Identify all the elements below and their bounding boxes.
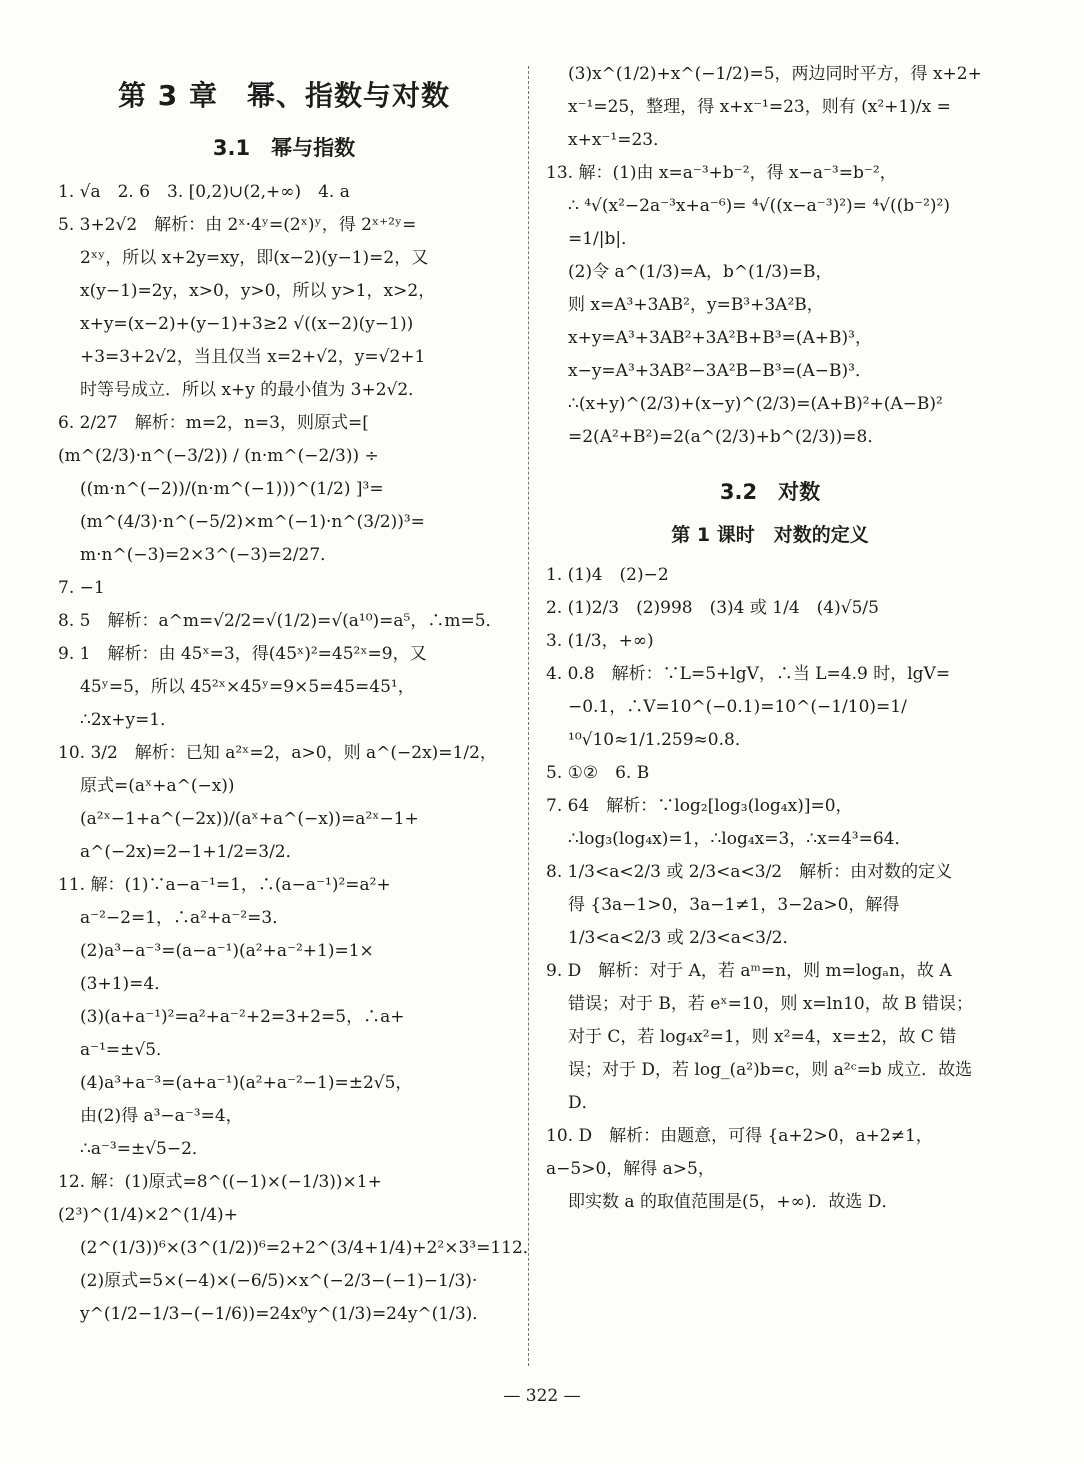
left-answer-lines — [58, 176, 540, 1331]
answer-line: 2. (1)2/3 (2)998 (3)4 或 1/4 (4)√5/5 — [546, 598, 879, 618]
left-column — [58, 58, 540, 1331]
answer-line: ∴(x+y)^(2/3)+(x−y)^(2/3)=(A+B)²+(A−B)² — [568, 394, 943, 414]
answer-line: a⁻¹=±√5． — [80, 1040, 174, 1060]
answer-line: 时等号成立．所以 x+y 的最小值为 3+2√2． — [80, 380, 426, 400]
answer-line: m·n^(−3)=2×3^(−3)=2/27． — [80, 545, 338, 565]
answer-line: 3. (1/3，+∞) — [546, 631, 654, 651]
answer-line: 得 {3a−1>0，3a−1≠1，3−2a>0，解得 1/3<a<2/3 或 2/3<a<3/2． — [568, 895, 900, 948]
answer-line: 45ʸ=5，所以 45²ˣ×45ʸ=9×5=45=45¹， — [80, 677, 415, 697]
answer-line: ∴2x+y=1． — [80, 710, 178, 730]
answer-line: 5. ①② 6. B — [546, 763, 650, 783]
answer-line: 1. √a 2. 6 3. [0,2)∪(2,+∞) 4. a — [58, 182, 350, 202]
answer-line: (3)(a+a⁻¹)²=a²+a⁻²+2=3+2=5，∴a+ — [80, 1007, 405, 1027]
answer-line: 10. D 解析：由题意，可得 {a+2>0，a+2≠1，a−5>0，解得 a>5， — [546, 1126, 933, 1179]
answer-line: ((m·n^(−2))/(n·m^(−1)))^(1/2) ]³=(m^(4/3)·n^(−5/2)×m^(−1)·n^(3/2))³= — [80, 479, 425, 532]
answer-line: x+x⁻¹=23． — [568, 130, 671, 150]
answer-line: 误；对于 D，若 log_(a²)b=c，则 a²ᶜ=b 成立．故选 D． — [568, 1060, 973, 1113]
answer-line: 9. 1 解析：由 45ˣ=3，得(45ˣ)²=45²ˣ=9，又 — [58, 644, 427, 664]
answer-line: (2)令 a^(1/3)=A，b^(1/3)=B， — [568, 262, 833, 282]
answer-line: ∴log₃(log₄x)=1，∴log₄x=3，∴x=4³=64． — [568, 829, 912, 849]
answer-line: y^(1/2−1/3−(−1/6))=24x⁰y^(1/3)=24y^(1/3)． — [80, 1304, 490, 1324]
answer-line: (3)x^(1/2)+x^(−1/2)=5，两边同时平方，得 x+2+ — [568, 64, 982, 84]
lesson-title: 第 1 课时 对数的定义 — [671, 524, 869, 546]
answer-line: =1/|b|． — [568, 229, 639, 249]
answer-line: 5. 3+2√2 解析：由 2ˣ·4ʸ=(2ˣ)ʸ，得 2ˣ⁺²ʸ= — [58, 215, 417, 235]
answer-line: 由(2)得 a³−a⁻³=4， — [80, 1106, 243, 1126]
answer-line: x−y=A³+3AB²−3A²B−B³=(A−B)³． — [568, 361, 872, 381]
answer-line: 对于 C，若 log₄x²=1，则 x²=4，x=±2，故 C 错 — [568, 1027, 957, 1047]
answer-line: 1. (1)4 (2)−2 — [546, 565, 669, 585]
answer-line: x+y=(x−2)+(y−1)+3≥2 √((x−2)(y−1)) — [80, 314, 414, 334]
answer-line: 7. 64 解析：∵log₂[log₃(log₄x)]=0， — [546, 796, 853, 816]
chapter-title: 第 3 章 幂、指数与对数 — [118, 79, 450, 112]
answer-line: a^(−2x)=2−1+1/2=3/2． — [80, 842, 303, 862]
answer-line: a⁻²−2=1，∴a²+a⁻²=3． — [80, 908, 290, 928]
answer-line: (3+1)=4． — [80, 974, 172, 994]
answer-line: 12. 解：(1)原式=8^((−1)×(−1/3))×1+(2³)^(1/4)×2^(1/4)+ — [58, 1172, 382, 1225]
answer-line: 原式=(aˣ+a^(−x))(a²ˣ−1+a^(−2x))/(aˣ+a^(−x))=a²ˣ−1+ — [80, 776, 419, 829]
section-title-3-2: 3.2 对数 — [719, 480, 821, 504]
answer-line: 8. 1/3<a<2/3 或 2/3<a<3/2 解析：由对数的定义 — [546, 862, 953, 882]
answer-line: 即实数 a 的取值范围是(5，+∞)．故选 D． — [568, 1192, 899, 1212]
answer-line: +3=3+2√2，当且仅当 x=2+√2，y=√2+1 — [80, 347, 426, 367]
answer-line: x⁻¹=25，整理，得 x+x⁻¹=23，则有 (x²+1)/x = — [568, 97, 951, 117]
answer-line: 9. D 解析：对于 A，若 aᵐ=n，则 m=logₐn，故 A — [546, 961, 952, 981]
answer-line: 2ˣʸ，所以 x+2y=xy，即(x−2)(y−1)=2，又 — [80, 248, 429, 268]
answer-line: x(y−1)=2y，x>0，y>0，所以 y>1，x>2， — [80, 281, 436, 301]
answer-line: 7. −1 — [58, 578, 105, 598]
answer-line: −0.1，∴V=10^(−0.1)=10^(−1/10)=1/¹⁰√10≈1/1.259≈0.8． — [568, 697, 907, 750]
answer-line: 4. 0.8 解析：∵L=5+lgV，∴当 L=4.9 时，lgV= — [546, 664, 951, 684]
answer-line: 则 x=A³+3AB²，y=B³+3A²B， — [568, 295, 824, 315]
answer-line: (2^(1/3))⁶×(3^(1/2))⁶=2+2^(3/4+1/4)+2²×3³=112． — [80, 1238, 540, 1258]
answer-line: (4)a³+a⁻³=(a+a⁻¹)(a²+a⁻²−1)=±2√5， — [80, 1073, 413, 1093]
answer-line: (2)原式=5×(−4)×(−6/5)×x^(−2/3−(−1)−1/3)· — [80, 1271, 478, 1291]
right-answer-lines-top — [546, 58, 994, 454]
answer-line: =2(A²+B²)=2(a^(2/3)+b^(2/3))=8． — [568, 427, 885, 447]
column-divider — [528, 66, 529, 1366]
answer-line: 10. 3/2 解析：已知 a²ˣ=2，a>0，则 a^(−2x)=1/2， — [58, 743, 497, 763]
answer-line: 错误；对于 B，若 eˣ=10，则 x=ln10，故 B 错误； — [568, 994, 973, 1014]
answer-line: 6. 2/27 解析：m=2，n=3，则原式=[ (m^(2/3)·n^(−3/2)) / (n·m^(−2/3)) ÷ — [58, 413, 379, 466]
answer-line: ∴a⁻³=±√5−2． — [80, 1139, 209, 1159]
section-title-3-1: 3.1 幂与指数 — [212, 136, 356, 160]
answer-line: x+y=A³+3AB²+3A²B+B³=(A+B)³， — [568, 328, 872, 348]
page-number: — 322 — — [503, 1386, 581, 1406]
right-answer-lines-bottom — [546, 559, 994, 1219]
answer-line: 13. 解：(1)由 x=a⁻³+b⁻²，得 x−a⁻³=b⁻²， — [546, 163, 897, 183]
answer-line: 11. 解：(1)∵a−a⁻¹=1，∴(a−a⁻¹)²=a²+ — [58, 875, 391, 895]
right-column — [546, 58, 994, 1219]
answer-line: ∴ ⁴√(x²−2a⁻³x+a⁻⁶)= ⁴√((x−a⁻³)²)= ⁴√((b⁻²)²) — [568, 196, 950, 216]
answer-line: (2)a³−a⁻³=(a−a⁻¹)(a²+a⁻²+1)=1× — [80, 941, 374, 961]
answer-line: 8. 5 解析：a^m=√2/2=√(1/2)=√(a¹⁰)=a⁵，∴m=5． — [58, 611, 503, 631]
